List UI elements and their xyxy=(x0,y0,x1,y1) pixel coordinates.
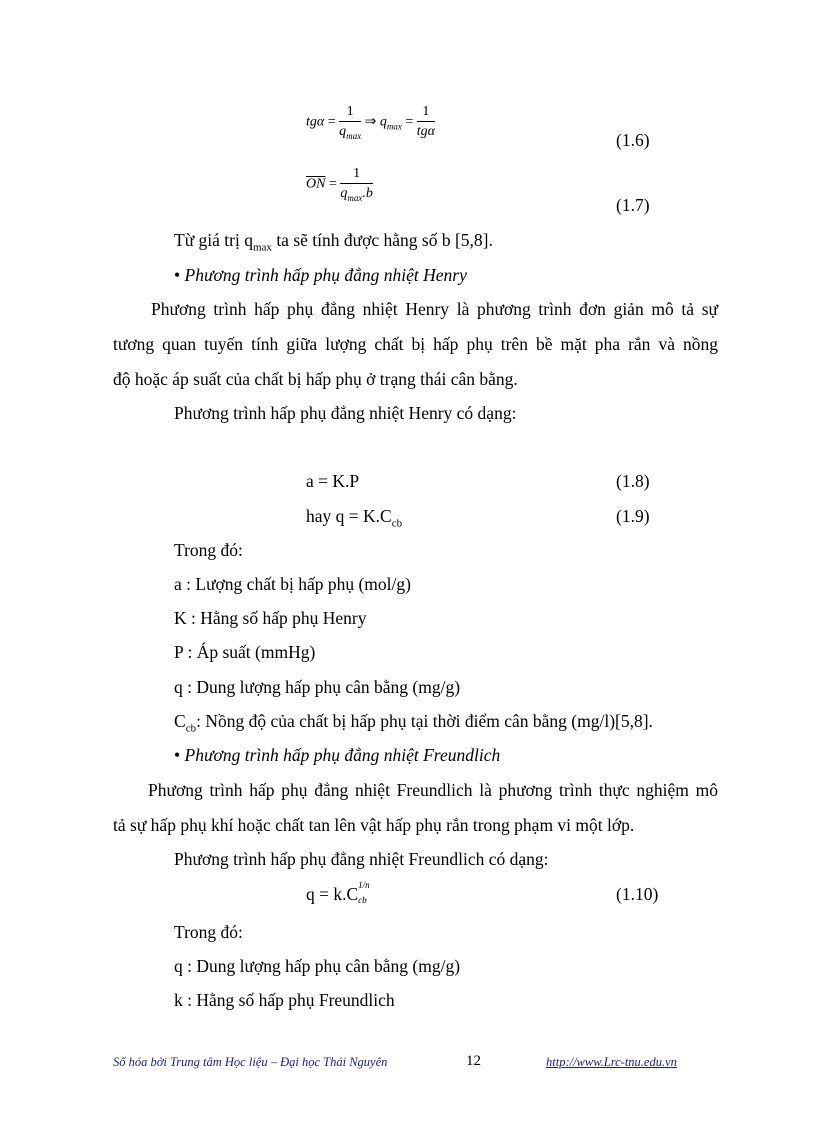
henry-heading: • Phương trình hấp phụ đẳng nhiệt Henry xyxy=(174,265,467,285)
definition-P: P : Áp suất (mmHg) xyxy=(174,642,316,662)
footer-link[interactable]: http://www.Lrc-tnu.edu.vn xyxy=(546,1055,677,1069)
equation-number: (1.6) xyxy=(616,130,650,150)
equation-1-7: $\overline{ON}$ = $\frac{1}{q_{max}.b}$ xyxy=(306,166,373,203)
definition-Ccb: $C_{cb}$: Nồng độ của chất bị hấp phụ tại thời điểm cân bằng (mg/l)[5,8]. xyxy=(174,711,653,735)
where-label: Trong đó: xyxy=(174,540,243,560)
equation-1-9: hay $q = K.C_{cb}$ xyxy=(306,506,403,530)
henry-paragraph-line-1: Phương trình hấp phụ đẳng nhiệt Henry là phương trình đơn giản mô tả sự xyxy=(151,299,718,319)
freundlich-heading: • Phương trình hấp phụ đẳng nhiệt Freundlich xyxy=(174,745,501,765)
definition-k: k : Hằng số hấp phụ Freundlich xyxy=(174,990,395,1010)
fraction: $\frac{1}{q_{max}.b}$ xyxy=(340,166,373,203)
freundlich-paragraph-line-1: Phương trình hấp phụ đẳng nhiệt Freundlich là phương trình thực nghiệm mô xyxy=(148,780,718,800)
qmax-line: Từ giá trị $q_{max}$ ta sẽ tính được hằng số b [5,8]. xyxy=(174,230,493,254)
equation-1-6: tgα = $\frac{1}{q_{max}}$ ⇒ $q_{max}$ = $\frac{1}{\text{tgα}}$ xyxy=(306,104,436,141)
definition-K: K : Hằng số hấp phụ Henry xyxy=(174,608,367,628)
freundlich-paragraph-line-2: tả sự hấp phụ khí hoặc chất tan lên vật hấp phụ rắn trong phạm vi một lớp. xyxy=(113,815,635,835)
where-label: Trong đó: xyxy=(174,922,243,942)
henry-paragraph-line-2: tương quan tuyến tính giữa lượng chất bị hấp phụ trên bề mặt pha rắn và nồng xyxy=(113,334,718,354)
fraction: $\frac{1}{q_{max}}$ xyxy=(339,104,362,141)
equation-number: (1.10) xyxy=(616,884,659,904)
fraction: $\frac{1}{\text{tgα}}$ xyxy=(416,104,436,140)
equation-1-8: a = K.P xyxy=(306,471,360,491)
henry-paragraph-line-3: độ hoặc áp suất của chất bị hấp phụ ở trạng thái cân bằng. xyxy=(113,369,518,389)
definition-q: q : Dung lượng hấp phụ cân bằng (mg/g) xyxy=(174,677,461,697)
equation-number: (1.7) xyxy=(616,195,650,215)
equation-number: (1.9) xyxy=(616,506,650,526)
equation-number: (1.8) xyxy=(616,471,650,491)
bullet-icon: • xyxy=(174,745,181,765)
henry-form-text: Phương trình hấp phụ đẳng nhiệt Henry có dạng: xyxy=(174,403,517,423)
footer-source: Số hóa bởi Trung tâm Học liệu – Đại học Thái Nguyên xyxy=(113,1055,388,1069)
definition-q: q : Dung lượng hấp phụ cân bằng (mg/g) xyxy=(174,956,461,976)
page-number: 12 xyxy=(466,1053,481,1069)
definition-a: a : Lượng chất bị hấp phụ (mol/g) xyxy=(174,574,411,594)
bullet-icon: • xyxy=(174,265,181,285)
equation-1-10: q = k.C 1/n cb xyxy=(306,880,370,905)
freundlich-form-text: Phương trình hấp phụ đẳng nhiệt Freundlich có dạng: xyxy=(174,849,549,869)
